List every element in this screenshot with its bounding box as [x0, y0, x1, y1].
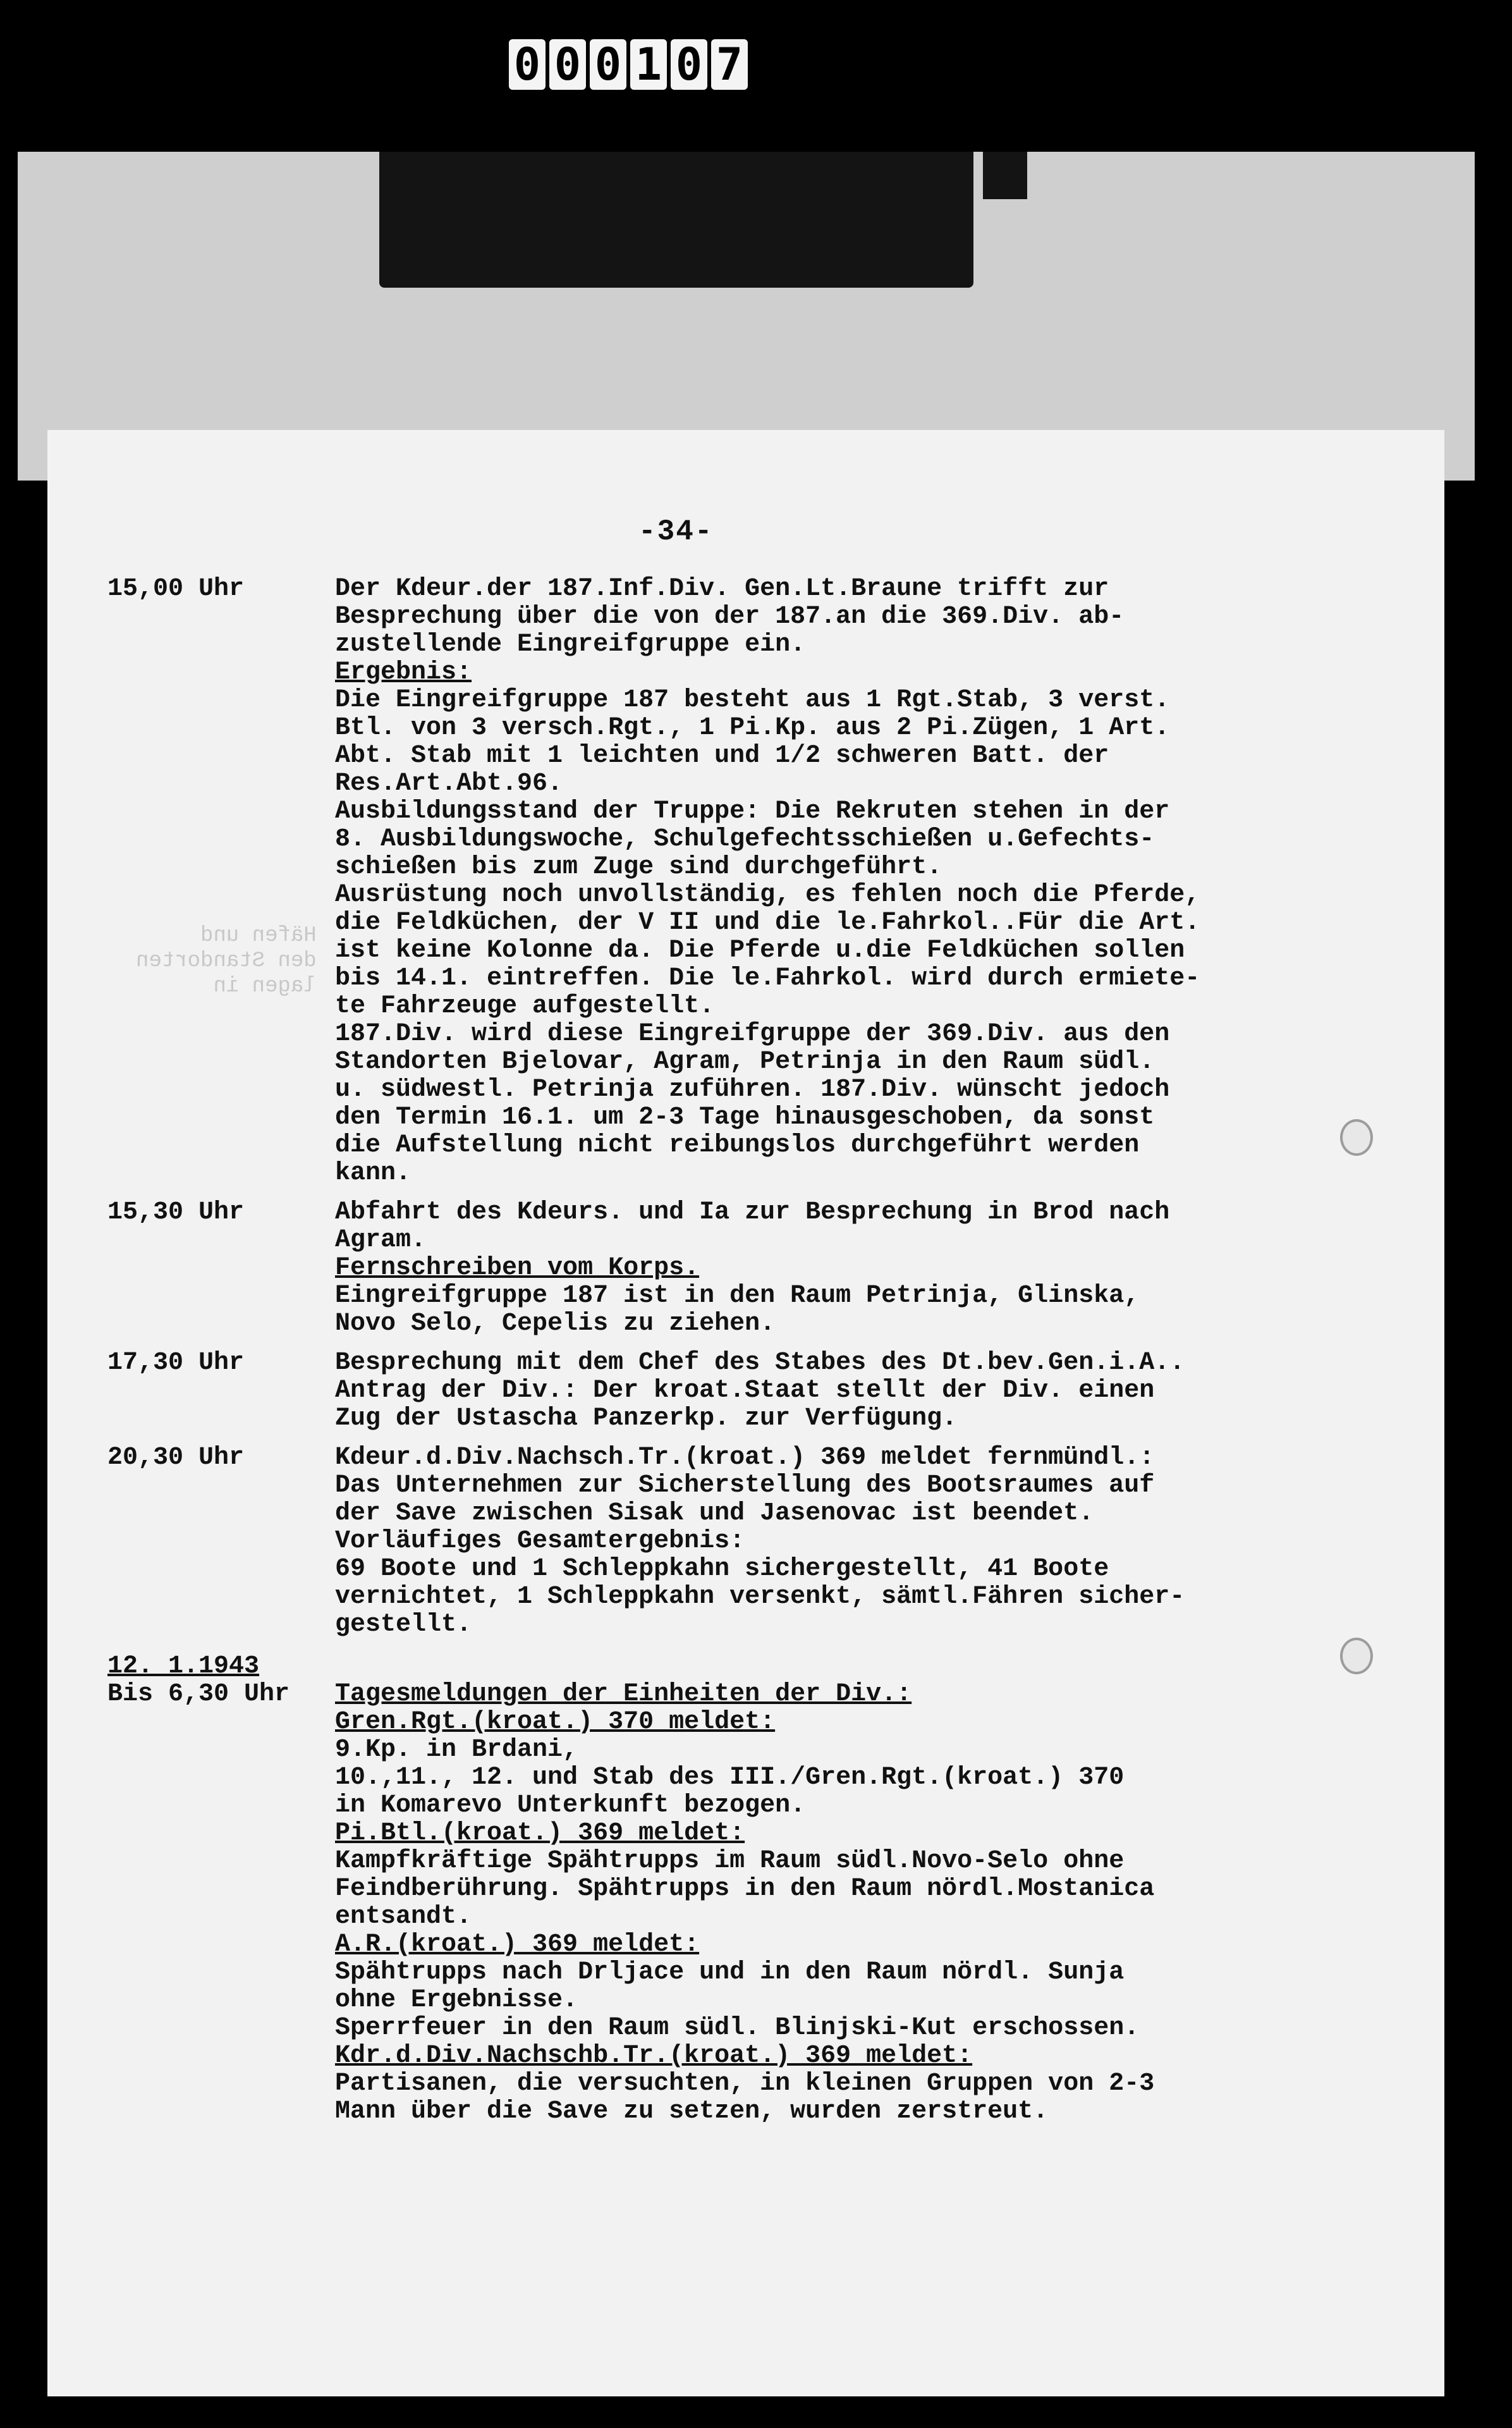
entry-line: Ergebnis:	[335, 658, 472, 687]
frame-digit: 7	[711, 39, 748, 90]
entry-line: Eingreifgruppe 187 ist in den Raum Petrinja, Glinska,	[335, 1282, 1140, 1310]
entry-line: Besprechung über die von der 187.an die 369.Div. ab-	[335, 603, 1125, 631]
entry-time: 17,30 Uhr	[107, 1349, 245, 1377]
frame-digit: 0	[590, 39, 626, 90]
log-entry	[47, 575, 1444, 1187]
entry-line: Tagesmeldungen der Einheiten der Div.:	[335, 1680, 912, 1708]
entry-line: Ausbildungsstand der Truppe: Die Rekruten stehen in der	[335, 797, 1170, 826]
entry-line: Der Kdeur.der 187.Inf.Div. Gen.Lt.Braune trifft zur	[335, 575, 1109, 603]
entry-line: gestellt.	[335, 1610, 472, 1639]
entry-line: Abfahrt des Kdeurs. und Ia zur Besprechung in Brod nach	[335, 1198, 1170, 1227]
log-entry	[47, 1199, 1444, 1338]
entry-time: 15,30 Uhr	[107, 1198, 245, 1227]
punch-hole	[1340, 1638, 1373, 1674]
entry-text	[335, 1199, 1403, 1338]
entry-line: Res.Art.Abt.96.	[335, 769, 563, 798]
entry-line: Antrag der Div.: Der kroat.Staat stellt der Div. einen	[335, 1376, 1155, 1405]
entry-line: Standorten Bjelovar, Agram, Petrinja in den Raum südl.	[335, 1048, 1155, 1076]
entry-line: Das Unternehmen zur Sicherstellung des Bootsraumes auf	[335, 1471, 1155, 1500]
entry-line: Abt. Stab mit 1 leichten und 1/2 schweren Batt. der	[335, 742, 1109, 770]
page-number: -34-	[638, 515, 714, 548]
bleed-through-text: Häfen und den Standorten lagen in	[136, 924, 317, 998]
entry-line: die Feldküchen, der V II und die le.Fahrkol..Für die Art.	[335, 909, 1200, 937]
frame-digit: 0	[671, 39, 707, 90]
entry-line: u. südwestl. Petrinja zuführen. 187.Div. wünscht jedoch	[335, 1076, 1170, 1104]
entry-line: ist keine Kolonne da. Die Pferde u.die Feldküchen sollen	[335, 936, 1185, 965]
log-entry	[47, 1681, 1444, 2126]
entry-line: den Termin 16.1. um 2-3 Tage hinausgeschoben, da sonst	[335, 1103, 1155, 1132]
entry-line: Vorläufiges Gesamtergebnis:	[335, 1527, 745, 1555]
archive-frame-number	[509, 39, 748, 90]
entry-line: 8. Ausbildungswoche, Schulgefechtsschießen u.Gefechts-	[335, 825, 1155, 854]
entry-time: Bis 6,30 Uhr	[107, 1680, 290, 1708]
entry-line: kann.	[335, 1159, 412, 1187]
frame-digit: 0	[509, 39, 546, 90]
entry-line: Agram.	[335, 1226, 427, 1254]
log-entry	[47, 1349, 1444, 1433]
entry-time: 15,00 Uhr	[107, 575, 245, 603]
entry-time: 20,30 Uhr	[107, 1444, 245, 1472]
film-clip-tab	[983, 152, 1027, 199]
entry-line: Kampfkräftige Spähtrupps im Raum südl.Novo-Selo ohne	[335, 1847, 1125, 1875]
entries-day-11	[47, 575, 1444, 1639]
entry-line: Novo Selo, Cepelis zu ziehen.	[335, 1309, 776, 1338]
entry-line: in Komarevo Unterkunft bezogen.	[335, 1791, 806, 1820]
punch-hole	[1340, 1119, 1373, 1156]
entry-line: A.R.(kroat.) 369 meldet:	[335, 1930, 700, 1959]
entry-line: Fernschreiben vom Korps.	[335, 1254, 700, 1282]
entry-line: Gren.Rgt.(kroat.) 370 meldet:	[335, 1708, 776, 1736]
entry-line: bis 14.1. eintreffen. Die le.Fahrkol. wird durch ermiete-	[335, 964, 1200, 993]
entry-line: Mann über die Save zu setzen, wurden zerstreut.	[335, 2097, 1049, 2126]
entry-text	[335, 575, 1403, 1187]
entry-line: Zug der Ustascha Panzerkp. zur Verfügung.	[335, 1404, 958, 1433]
log-entry	[47, 1444, 1444, 1639]
entry-line: vernichtet, 1 Schleppkahn versenkt, sämtl.Fähren sicher-	[335, 1583, 1185, 1611]
entry-line: Sperrfeuer in den Raum südl. Blinjski-Kut erschossen.	[335, 2014, 1140, 2042]
entry-line: entsandt.	[335, 1903, 472, 1931]
entry-line: Pi.Btl.(kroat.) 369 meldet:	[335, 1819, 745, 1848]
entry-line: zustellende Eingreifgruppe ein.	[335, 630, 806, 659]
entry-line: ohne Ergebnisse.	[335, 1986, 578, 2014]
entry-text	[335, 1444, 1403, 1639]
entry-line: Partisanen, die versuchten, in kleinen Gruppen von 2-3	[335, 2069, 1155, 2098]
entry-line: Feindberührung. Spähtrupps in den Raum nördl.Mostanica	[335, 1875, 1155, 1903]
entry-line: 69 Boote und 1 Schleppkahn sichergestellt, 41 Boote	[335, 1555, 1109, 1583]
entry-line: Ausrüstung noch unvollständig, es fehlen noch die Pferde,	[335, 881, 1200, 909]
entry-line: Besprechung mit dem Chef des Stabes des Dt.bev.Gen.i.A..	[335, 1349, 1185, 1377]
entry-text	[335, 1681, 1403, 2126]
entry-line: die Aufstellung nicht reibungslos durchgeführt werden	[335, 1131, 1140, 1160]
entry-line: 187.Div. wird diese Eingreifgruppe der 369.Div. aus den	[335, 1020, 1170, 1048]
log-entries	[47, 575, 1444, 2137]
entry-line: Kdr.d.Div.Nachschb.Tr.(kroat.) 369 meldet:	[335, 2042, 973, 2070]
document-page	[47, 430, 1444, 2396]
entry-line: der Save zwischen Sisak und Jasenovac ist beendet.	[335, 1499, 1094, 1528]
date-heading: 12. 1.1943	[107, 1652, 260, 1681]
entry-line: schießen bis zum Zuge sind durchgeführt.	[335, 853, 942, 881]
entry-line: Die Eingreifgruppe 187 besteht aus 1 Rgt.Stab, 3 verst.	[335, 686, 1170, 714]
entry-line: 10.,11., 12. und Stab des III./Gren.Rgt.(kroat.) 370	[335, 1763, 1125, 1792]
entry-text	[335, 1349, 1403, 1433]
entry-line: Kdeur.d.Div.Nachsch.Tr.(kroat.) 369 meldet fernmündl.:	[335, 1444, 1155, 1472]
entry-line: Btl. von 3 versch.Rgt., 1 Pi.Kp. aus 2 Pi.Zügen, 1 Art.	[335, 714, 1170, 742]
frame-digit: 1	[630, 39, 667, 90]
entry-line: Spähtrupps nach Drljace und in den Raum nördl. Sunja	[335, 1958, 1125, 1987]
entry-line: te Fahrzeuge aufgestellt.	[335, 992, 715, 1021]
entry-line: 9.Kp. in Brdani,	[335, 1736, 578, 1764]
entries-day-12	[47, 1681, 1444, 2126]
frame-digit: 0	[549, 39, 586, 90]
film-clip-shadow	[379, 152, 973, 288]
